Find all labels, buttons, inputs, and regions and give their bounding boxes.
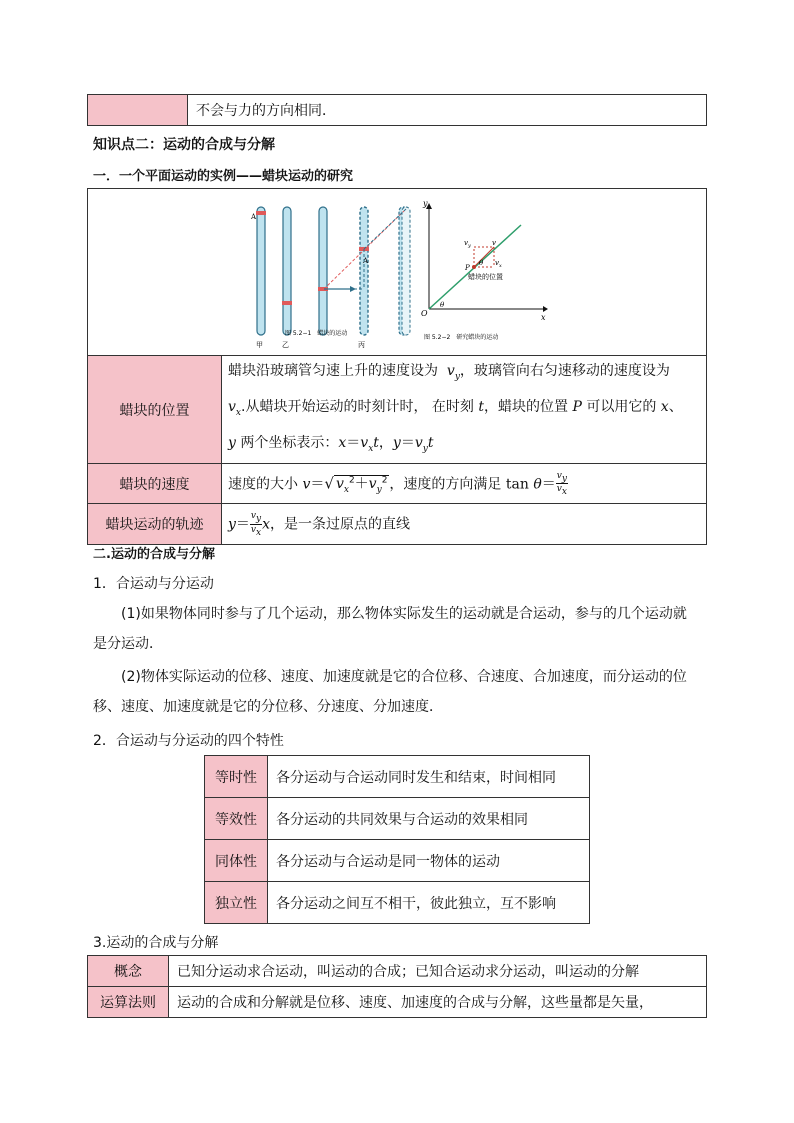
label-vy: $v_y$	[464, 239, 471, 249]
candle-table	[87, 188, 707, 545]
point-p-label: P	[465, 264, 470, 272]
synthesis-desc: 运动的合成和分解就是位移、速度、加速度的合成与分解，这些量都是矢量，	[169, 987, 707, 1018]
property-desc: 各分运动与合运动同时发生和结束，时间相同	[268, 756, 590, 798]
property-desc: 各分运动之间互不相干，彼此独立，互不影响	[268, 882, 590, 924]
point3-title: 3.运动的合成与分解	[93, 935, 219, 951]
subsection-title-2: 二.运动的合成与分解	[93, 547, 215, 562]
top-table-label-cell	[88, 95, 188, 126]
position-label-cell: 蜡块的位置	[88, 356, 222, 464]
origin-theta: θ	[440, 301, 445, 309]
properties-table	[204, 755, 590, 924]
paragraph-2: (2)物体实际运动的位移、速度、加速度就是它的合位移、合速度、合加速度，而分运动的位移、速度、加速度就是它的分位移、分速度、分加速度．	[93, 669, 687, 715]
label-bing: 丙	[358, 341, 365, 349]
top-table	[87, 94, 707, 126]
trajectory-ratio: $\frac{v_y}{v_x}$	[250, 511, 262, 538]
tube-jia	[256, 207, 266, 335]
label-vx: $v_x$	[495, 259, 502, 269]
right-caption: 图 5.2−2 研究蜡块的运动	[424, 334, 499, 341]
synthesis-name: 运算法则	[88, 987, 169, 1018]
table-row	[88, 987, 707, 1018]
table-row	[205, 840, 590, 882]
section-title: 知识点二：运动的合成与分解	[93, 137, 275, 153]
velocity-theta: θ	[479, 259, 484, 267]
left-caption: 图 5.2−1 蜡块的运动	[285, 330, 348, 337]
synthesis-desc: 已知分运动求合运动，叫运动的合成；已知合运动求分运动，叫运动的分解	[169, 956, 707, 987]
synthesis-name: 概念	[88, 956, 169, 987]
y-axis-label: y	[423, 199, 428, 208]
paragraph-1: (1)如果物体同时参与了几个运动，那么物体实际发生的运动就是合运动，参与的几个运动就是分运动．	[93, 606, 687, 652]
subsection-title-1: 一．一个平面运动的实例——蜡块运动的研究	[93, 169, 354, 184]
top-table-text: 不会与力的方向相同．	[188, 95, 707, 126]
x-axis-label: x	[541, 313, 546, 322]
property-name: 等时性	[205, 756, 268, 798]
tube-right	[402, 207, 410, 335]
trajectory-label-cell: 蜡块运动的轨迹	[88, 504, 222, 545]
candle-figure	[88, 189, 706, 355]
origin-label: O	[421, 309, 428, 318]
tube-point-a: A	[251, 213, 257, 221]
velocity-content: 速度的大小 v＝√ $v_x^2+v_y^2$ ，速度的方向满足 tan θ＝ $\frac{v_y}{v_x}$	[222, 464, 707, 504]
label-jia: 甲	[256, 341, 263, 349]
x-axis-arrow	[543, 306, 548, 312]
table-row	[205, 882, 590, 924]
velocity-label-cell: 蜡块的速度	[88, 464, 222, 504]
point2-title: 2．合运动与分运动的四个特性	[93, 733, 284, 749]
position-content: 蜡块沿玻璃管匀速上升的速度设为 $v_y$，玻璃管向右匀速移动的速度设为 $v_x$.从蜡块开始运动的时刻计时， 在时刻 t，蜡块的位置 P 可以用它的 x、 y 两个坐标表示：$x=v_xt$，$y=v_yt$	[222, 356, 707, 464]
velocity-vector	[474, 247, 494, 267]
property-desc: 各分运动与合运动是同一物体的运动	[268, 840, 590, 882]
property-desc: 各分运动的共同效果与合运动的效果相同	[268, 798, 590, 840]
table-row	[88, 956, 707, 987]
trajectory-content: y＝ $\frac{v_y}{v_x}$ x，是一条过原点的直线	[222, 504, 707, 545]
path-point-a: A	[363, 257, 369, 265]
label-yi: 乙	[282, 341, 289, 349]
velocity-radicand: $v_x^2+v_y^2$	[335, 475, 388, 495]
property-name: 等效性	[205, 798, 268, 840]
synthesis-table	[87, 955, 707, 1018]
velocity-ratio: $\frac{v_y}{v_x}$	[556, 470, 567, 498]
move-arrowhead	[350, 286, 356, 292]
tube-moving-1	[318, 207, 328, 335]
table-row	[205, 756, 590, 798]
label-v: v	[492, 239, 496, 247]
table-row	[205, 798, 590, 840]
property-name: 同体性	[205, 840, 268, 882]
figure-cell	[88, 189, 707, 356]
tube-yi	[282, 207, 292, 335]
position-label: 蜡块的位置	[468, 273, 503, 281]
point1-title: 1．合运动与分运动	[93, 576, 214, 592]
property-name: 独立性	[205, 882, 268, 924]
